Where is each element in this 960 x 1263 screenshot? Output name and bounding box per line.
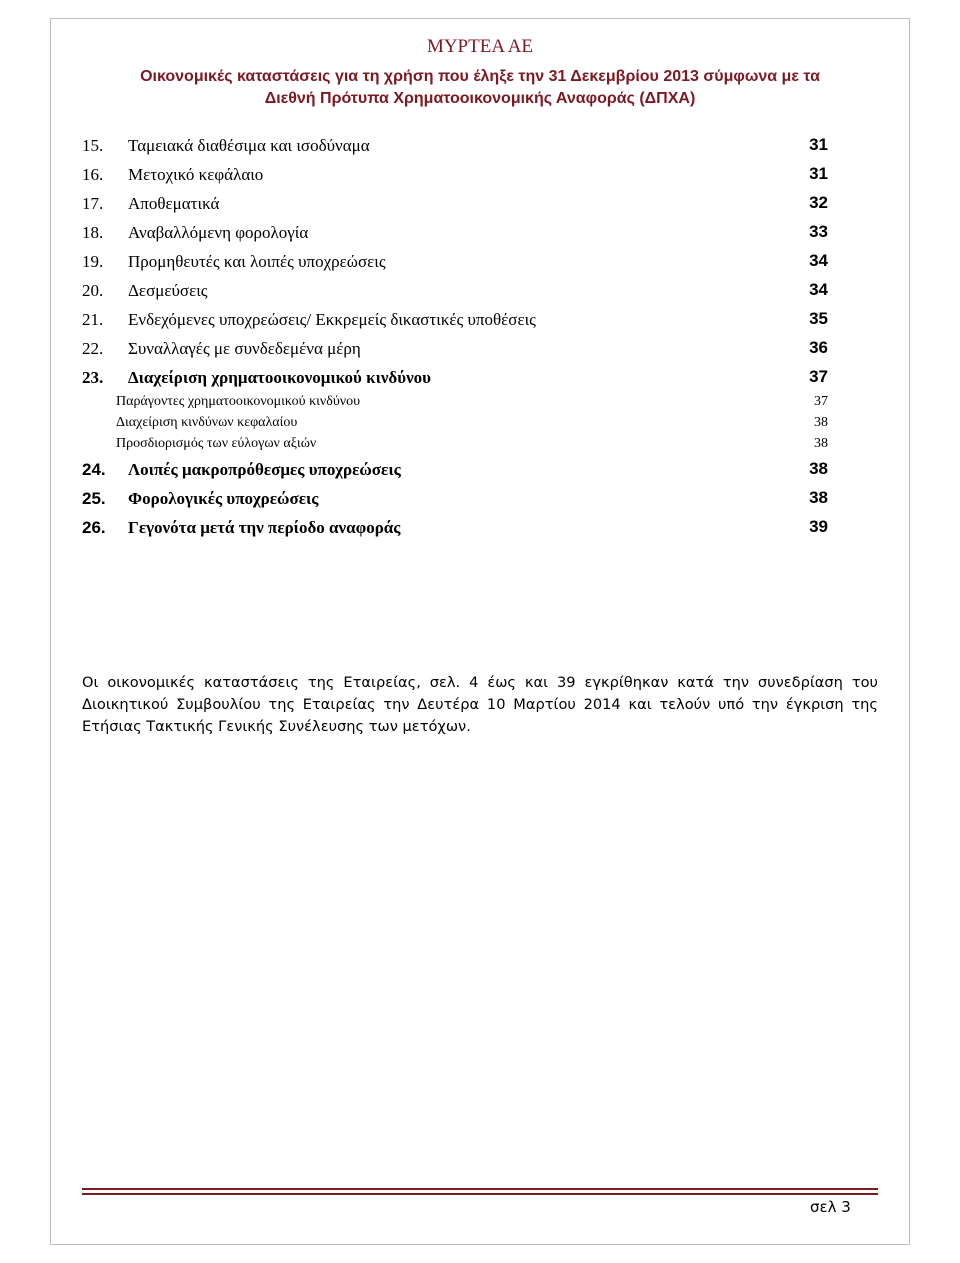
toc-entry-page: 31 [809,164,828,183]
table-of-contents [82,132,832,543]
toc-entry-title: Αποθεματικά [128,194,220,213]
toc-entry-title: Μετοχικό κεφάλαιο [128,165,264,184]
toc-subentry-title: Προσδιορισμός των εύλογων αξιών [116,436,317,451]
toc-subentry[interactable] [82,393,832,414]
toc-subentry-page: 38 [814,436,828,451]
toc-entry-title: Δεσμεύσεις [128,281,208,300]
toc-entry-number: 19. [82,252,104,271]
toc-subentry[interactable] [82,414,832,435]
toc-entry-22[interactable] [82,335,832,364]
toc-entry-number: 18. [82,223,104,242]
toc-entry-26[interactable] [82,514,832,543]
toc-subentry[interactable] [82,435,832,456]
toc-entry-number: 17. [82,194,104,213]
toc-entry-15[interactable] [82,132,832,161]
report-subtitle-line2: Διεθνή Πρότυπα Χρηματοοικονομικής Αναφοράς (ΔΠΧΑ) [264,90,696,107]
toc-entry-24[interactable] [82,456,832,485]
toc-entry-page: 34 [809,280,828,299]
footer-rule-top [82,1188,878,1190]
company-name: ΜΥΡΤΕΑ ΑΕ [426,36,534,57]
toc-entry-page: 33 [809,222,828,241]
toc-entry-title: Γεγονότα μετά την περίοδο αναφοράς [128,518,401,537]
footer-rule-bottom [82,1193,878,1195]
page-number: σελ 3 [810,1198,851,1216]
toc-entry-title: Αναβαλλόμενη φορολογία [128,223,309,242]
toc-entry-page: 34 [809,251,828,270]
toc-entry-number: 16. [82,165,104,184]
toc-entry-number: 25. [82,489,106,508]
toc-entry-page: 31 [809,135,828,154]
toc-entry-23[interactable] [82,364,832,393]
toc-entry-title: Συναλλαγές με συνδεδεμένα μέρη [128,339,361,358]
toc-entry-title: Διαχείριση χρηματοοικονομικού κινδύνου [128,368,432,387]
toc-entry-title: Ενδεχόμενες υποχρεώσεις/ Εκκρεμείς δικαστικές υποθέσεις [128,310,536,329]
toc-entry-number: 26. [82,518,106,537]
toc-entry-number: 23. [82,368,104,387]
toc-entry-18[interactable] [82,219,832,248]
toc-subentry-page: 38 [814,415,828,430]
toc-entry-page: 39 [809,517,828,536]
toc-entry-page: 32 [809,193,828,212]
toc-entry-25[interactable] [82,485,832,514]
toc-entry-page: 38 [809,459,828,478]
toc-entry-page: 37 [809,367,828,386]
toc-subentry-title: Διαχείριση κινδύνων κεφαλαίου [116,415,298,430]
toc-entry-title: Προμηθευτές και λοιπές υποχρεώσεις [128,252,386,271]
toc-entry-number: 15. [82,136,104,155]
toc-entry-number: 21. [82,310,104,329]
toc-subentry-page: 37 [814,394,828,409]
toc-entry-page: 36 [809,338,828,357]
toc-subentry-title: Παράγοντες χρηματοοικονομικού κινδύνου [116,394,361,409]
toc-entry-page: 35 [809,309,828,328]
approval-note: Οι οικονομικές καταστάσεις της Εταιρείας, σελ. 4 έως και 39 εγκρίθηκαν κατά την συνεδρίαση του Διοικητικού Συμβουλίου της Εταιρείας την Δευτέρα 10 Μαρτίου 2014 και τελούν υπό την έγκριση της Ετήσιας Τακτικής Γενικής Συνέλευσης των μετόχων. [82,674,878,735]
toc-entry-number: 24. [82,460,106,479]
toc-entry-title: Λοιπές μακροπρόθεσμες υποχρεώσεις [128,460,401,479]
toc-entry-19[interactable] [82,248,832,277]
toc-entry-page: 38 [809,488,828,507]
toc-entry-title: Ταμειακά διαθέσιμα και ισοδύναμα [128,136,370,155]
toc-entry-20[interactable] [82,277,832,306]
toc-entry-number: 22. [82,339,104,358]
toc-entry-number: 20. [82,281,104,300]
toc-entry-17[interactable] [82,190,832,219]
toc-entry-16[interactable] [82,161,832,190]
toc-entry-title: Φορολογικές υποχρεώσεις [128,489,319,508]
report-subtitle-line1: Οικονομικές καταστάσεις για τη χρήση που έληξε την 31 Δεκεμβρίου 2013 σύμφωνα με τα [140,68,820,85]
toc-entry-21[interactable] [82,306,832,335]
